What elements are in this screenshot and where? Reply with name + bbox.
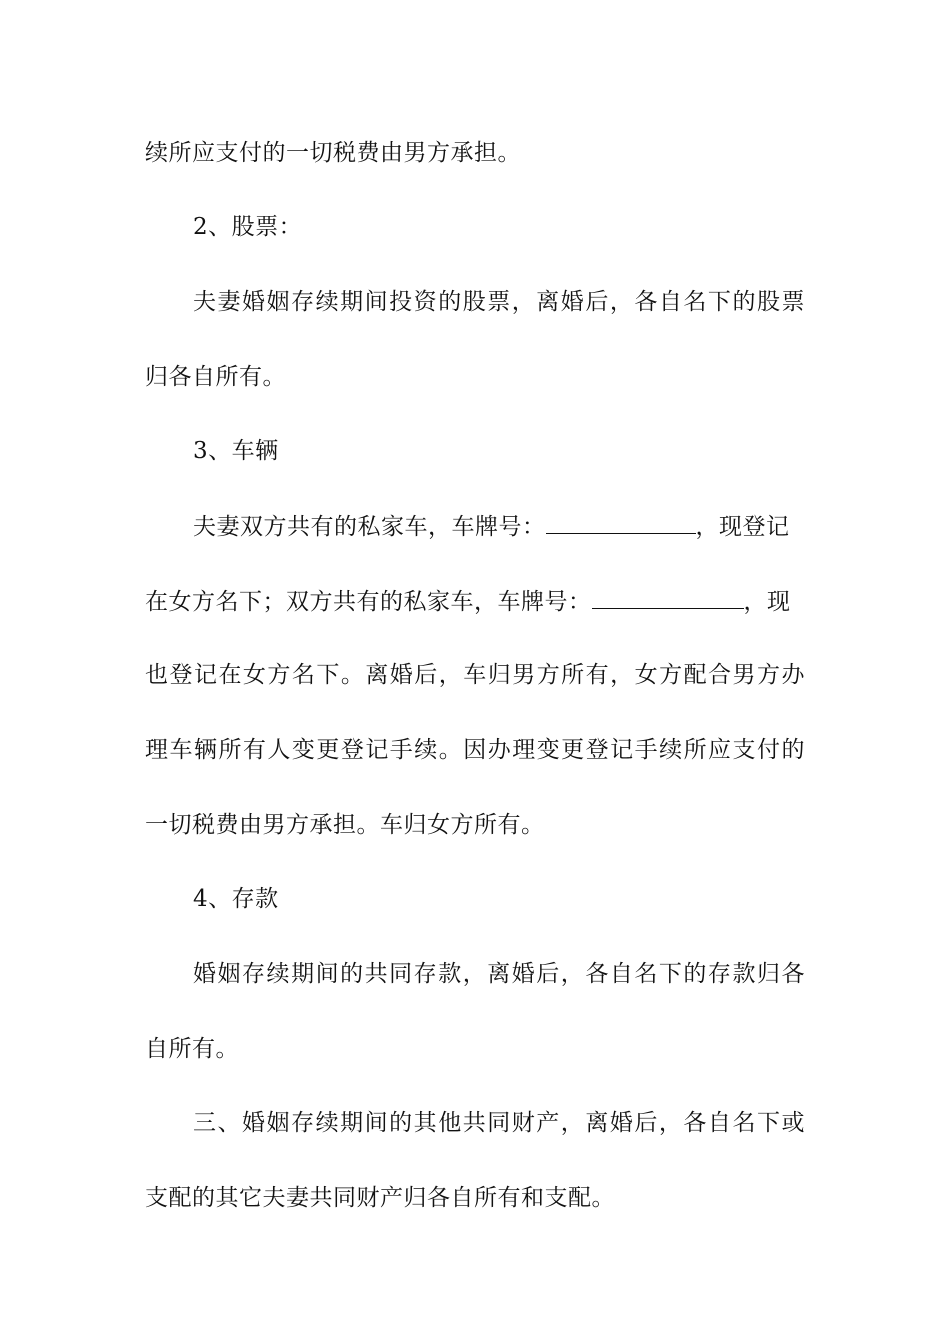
line-text: 夫妻婚姻存续期间投资的股票，离婚后，各自名下的股票 — [193, 289, 805, 315]
paragraph-line — [145, 1183, 805, 1213]
line-text: 归各自所有。 — [145, 364, 286, 390]
paragraph-line — [145, 138, 805, 168]
line-text: 也登记在女方名下。离婚后，车归男方所有，女方配合男方办 — [145, 662, 805, 688]
line-text: ，现登记 — [695, 514, 790, 540]
paragraph-line — [145, 660, 805, 690]
section-heading-stocks — [193, 212, 805, 242]
paragraph-line — [193, 287, 805, 317]
paragraph-line — [193, 959, 805, 989]
line-text: 支配的其它夫妻共同财产归各自所有和支配。 — [145, 1185, 615, 1211]
paragraph-line — [193, 1108, 805, 1138]
line-text: 婚姻存续期间的共同存款，离婚后，各自名下的存款归各 — [193, 961, 805, 987]
heading-text: 4、存款 — [193, 886, 279, 912]
line-text: ，现 — [743, 589, 791, 615]
line-text: 续所应支付的一切税费由男方承担。 — [145, 140, 521, 166]
plate-number-blank — [592, 586, 744, 609]
section-heading-vehicles — [193, 436, 805, 466]
paragraph-line — [145, 362, 805, 392]
plate-number-blank — [546, 511, 696, 534]
heading-text: 2、股票： — [193, 214, 303, 240]
paragraph-line — [145, 586, 805, 617]
line-text: 一切税费由男方承担。车归女方所有。 — [145, 812, 545, 838]
paragraph-line — [145, 810, 805, 840]
line-text: 在女方名下；双方共有的私家车，车牌号： — [145, 589, 592, 615]
paragraph-line — [193, 511, 805, 542]
heading-text: 3、车辆 — [193, 438, 279, 464]
paragraph-line — [145, 735, 805, 765]
line-text: 理车辆所有人变更登记手续。因办理变更登记手续所应支付的 — [145, 737, 805, 763]
paragraph-line — [145, 1034, 805, 1064]
line-text: 自所有。 — [145, 1036, 239, 1062]
line-text: 夫妻双方共有的私家车，车牌号： — [193, 514, 546, 540]
section-heading-deposits — [193, 884, 805, 914]
line-text: 三、婚姻存续期间的其他共同财产，离婚后，各自名下或 — [193, 1110, 805, 1136]
